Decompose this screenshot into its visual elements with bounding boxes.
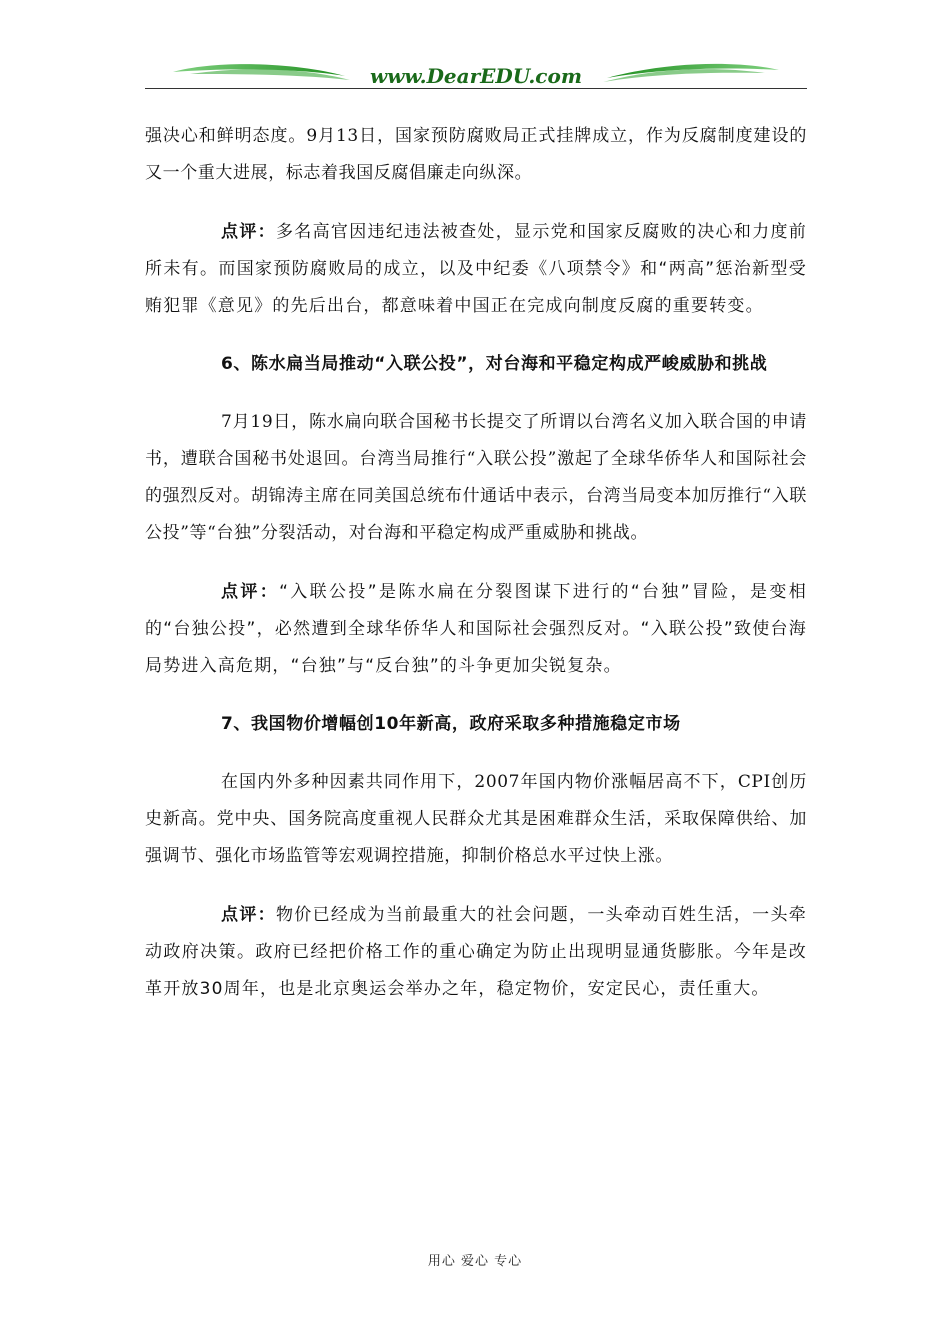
header-rule <box>145 88 807 89</box>
comment-label: 点评： <box>221 222 276 242</box>
comment-label: 点评： <box>221 582 280 602</box>
section-heading-7: 7、我国物价增幅创10年新高，政府采取多种措施稳定市场 <box>221 714 681 734</box>
comment-text: 物价已经成为当前最重大的社会问题，一头牵动百姓生活，一头牵动政府决策。政府已经把价格工作的重心确定为防止出现明显通货膨胀。今年是改革开放30周年，也是北京奥运会举办之年，稳定物价，安定民心，责任重大。 <box>145 905 807 999</box>
comment-text: 多名高官因违纪违法被查处，显示党和国家反腐败的决心和力度前所未有。而国家预防腐败局的成立，以及中纪委《八项禁令》和“两高”惩治新型受贿犯罪《意见》的先后出台，都意味着中国正在完成向制度反腐的重要转变。 <box>145 222 807 316</box>
dearedu-logo <box>145 58 807 92</box>
comment-label: 点评： <box>221 905 276 925</box>
paragraph-section-7: 在国内外多种因素共同作用下，2007年国内物价涨幅居高不下，CPI创历史新高。党中央、国务院高度重视人民群众尤其是困难群众生活，采取保障供给、加强调节、强化市场监管等宏观调控措施，抑制价格总水平过快上涨。 <box>145 772 807 866</box>
page-footer: 用心 爱心 专心 <box>427 1254 523 1269</box>
comment-paragraph <box>145 214 807 325</box>
paragraph-section-6: 7月19日，陈水扁向联合国秘书长提交了所谓以台湾名义加入联合国的申请书，遭联合国秘书处退回。台湾当局推行“入联公投”激起了全球华侨华人和国际社会的强烈反对。胡锦涛主席在同美国总统布什通话中表示，台湾当局变本加厉推行“入联公投”等“台独”分裂活动，对台海和平稳定构成严重威胁和挑战。 <box>145 412 807 543</box>
paragraph-continued: 强决心和鲜明态度。9月13日，国家预防腐败局正式挂牌成立，作为反腐制度建设的又一个重大进展，标志着我国反腐倡廉走向纵深。 <box>145 126 807 183</box>
document-body <box>145 118 807 1008</box>
site-logo-text: www.DearEDU.com <box>369 64 583 88</box>
comment-paragraph <box>145 574 807 685</box>
section-heading-6: 6、陈水扁当局推动“入联公投”，对台海和平稳定构成严峻威胁和挑战 <box>221 354 768 374</box>
comment-paragraph <box>145 897 807 1008</box>
comment-text: “入联公投”是陈水扁在分裂图谋下进行的“台独”冒险，是变相的“台独公投”，必然遭到全球华侨华人和国际社会强烈反对。“入联公投”致使台海局势进入高危期，“台独”与“反台独”的斗争更加尖锐复杂。 <box>145 582 807 676</box>
site-header <box>145 58 807 92</box>
